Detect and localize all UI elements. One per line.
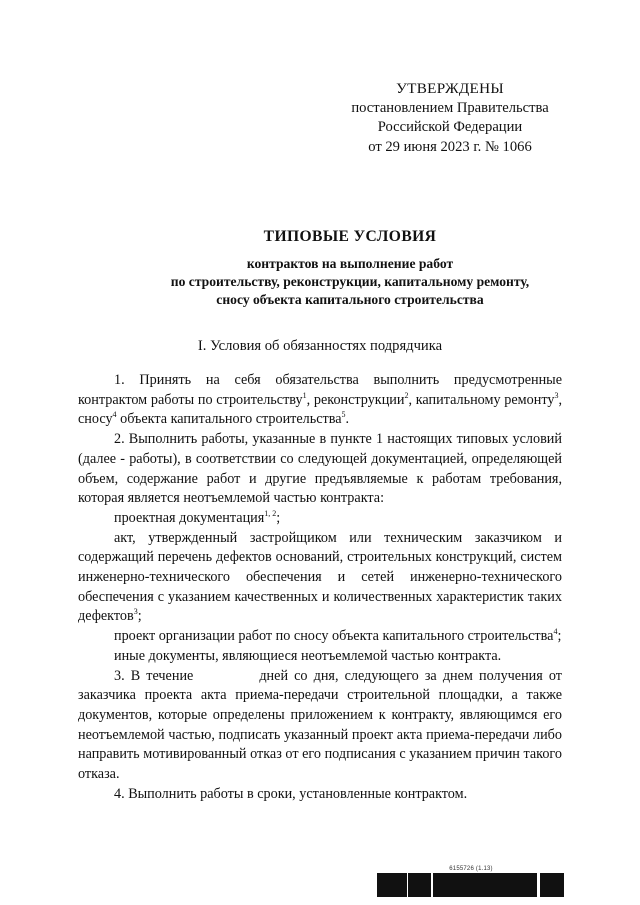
barcode-bar (406, 873, 407, 897)
footnote-ref: 4 (112, 410, 117, 420)
barcode-bar (500, 873, 502, 897)
barcode-bar (416, 873, 418, 897)
title-subtitle (60, 255, 640, 309)
p1-text-c: , капитальному ремонту (408, 391, 555, 408)
barcode-bar (563, 873, 564, 897)
barcode-bar (554, 873, 557, 897)
barcode-bar (540, 873, 541, 897)
document-body (78, 371, 562, 804)
barcode-bar (442, 873, 445, 897)
barcode-bar (404, 873, 406, 897)
footnote-ref: 1, 2 (264, 508, 277, 518)
barcode-bar (484, 873, 486, 897)
barcode-bar (548, 873, 550, 897)
barcode-bar (410, 873, 411, 897)
barcode-bar (429, 873, 431, 897)
barcode-bar (433, 873, 436, 897)
barcode-bar (492, 873, 494, 897)
paragraph-3 (78, 509, 562, 529)
title-sub-line-2: по строительству, реконструкции, капитальному ремонту, (170, 274, 530, 289)
section-title: I. Условия об обязанностях подрядчика (197, 338, 443, 354)
barcode-bar (558, 873, 560, 897)
paragraph-1 (78, 371, 562, 430)
barcode-bar (377, 873, 378, 897)
barcode-bar (483, 873, 484, 897)
barcode-bar (510, 873, 513, 897)
p1-text-d: , сносу (78, 391, 562, 428)
barcode-bar (455, 873, 458, 897)
p1-text-a: 1. Принять на себя обязательства выполнить предусмотренные контрактом работы по строительству (78, 372, 562, 408)
barcode-bar (418, 873, 420, 897)
barcode-bar (440, 873, 442, 897)
barcode-bar (532, 873, 534, 897)
barcode-bar (402, 873, 404, 897)
barcode-bar (543, 873, 544, 897)
barcode-bar (424, 873, 425, 897)
barcode-bar (475, 873, 477, 897)
barcode-bar (529, 873, 532, 897)
barcode-bar (425, 873, 426, 897)
barcode-bar (448, 873, 451, 897)
barcode-bar (460, 873, 462, 897)
approval-line-2: Российской Федерации (377, 119, 523, 135)
barcode-bar (494, 873, 497, 897)
p4-text: акт, утвержденный застройщиком или техническим заказчиком и содержащий перечень дефектов оснований, строительных конструкций, систем инженерно-технического обеспечения и сетей инженерно-технического обеспечения с указанием качественных и количественных характеристик таких дефектов (78, 529, 562, 625)
barcode-bar (519, 873, 522, 897)
p1-text-b: , реконструкции (306, 391, 405, 408)
barcode-bar (393, 873, 394, 897)
footnote-ref: 4 (553, 627, 558, 637)
paragraph-6: иные документы, являющиеся неотъемлемой частью контракта. (114, 647, 502, 664)
barcode-bar (466, 873, 467, 897)
footnote-ref: 2 (404, 390, 409, 400)
barcode-bar (462, 873, 463, 897)
p4-tail: ; (137, 608, 142, 625)
barcode-bar (437, 873, 440, 897)
barcode-bar (413, 873, 416, 897)
p5-text: проект организации работ по сносу объекта капитального строительства (114, 628, 554, 645)
barcode-bar (459, 873, 460, 897)
p1-text-f: . (345, 411, 350, 428)
barcode-code: 6155726 (1.13) (449, 866, 493, 872)
barcode-bar (535, 873, 536, 897)
footnote-ref: 1 (302, 390, 307, 400)
approval-line-3: от 29 июня 2023 г. № 1066 (368, 138, 532, 155)
barcode-bar (451, 873, 453, 897)
barcode-bar (445, 873, 448, 897)
barcode-bar (502, 873, 505, 897)
barcode-bar (473, 873, 474, 897)
barcode-bar (523, 873, 526, 897)
approval-line-1: постановлением Правительства (351, 99, 549, 116)
barcode-bar (560, 873, 563, 897)
barcode-bar (515, 873, 518, 897)
footnote-ref: 5 (341, 410, 346, 420)
barcode-bar (505, 873, 507, 897)
p7-text-a: 3. В течение (114, 667, 194, 684)
barcode-bar (408, 873, 410, 897)
barcode-bar (474, 873, 475, 897)
barcode-bar (507, 873, 510, 897)
barcode-bar (411, 873, 413, 897)
barcode-bar (526, 873, 527, 897)
paragraph-4 (78, 529, 562, 628)
barcode-bar (420, 873, 423, 897)
p5-tail: ; (557, 628, 562, 645)
barcode-bar (534, 873, 535, 897)
barcode-bar (381, 873, 384, 897)
barcode-bar (486, 873, 488, 897)
barcode-bar (423, 873, 424, 897)
footer-barcode-block (376, 866, 566, 897)
footnote-ref: 3 (554, 390, 559, 400)
barcode-bar (497, 873, 500, 897)
barcode-bar (491, 873, 492, 897)
barcode-bar (400, 873, 401, 897)
barcode-bar (541, 873, 543, 897)
barcode-bar (513, 873, 515, 897)
barcode-bar (453, 873, 455, 897)
barcode-bar (482, 873, 483, 897)
title-sub-line-3: сносу объекта капитального строительства (216, 292, 484, 307)
barcode-bar (436, 873, 437, 897)
barcode-bar (477, 873, 479, 897)
barcode-bar (390, 873, 393, 897)
barcode-bar (536, 873, 537, 897)
barcode-bar (527, 873, 529, 897)
document-title (60, 227, 640, 309)
p1-text-e: объекта капитального строительства (116, 411, 342, 428)
barcode-bar (518, 873, 519, 897)
approval-stamp (330, 79, 570, 157)
barcode-bar (481, 873, 482, 897)
barcode-bar (470, 873, 473, 897)
title-main: ТИПОВЫЕ УСЛОВИЯ (263, 228, 437, 245)
approval-heading: УТВЕРЖДЕНЫ (396, 80, 504, 97)
barcode-bar (380, 873, 381, 897)
barcode-bar (387, 873, 390, 897)
barcode-bar (397, 873, 400, 897)
barcode-bar (426, 873, 428, 897)
barcode-bar (384, 873, 387, 897)
p3-tail: ; (276, 509, 281, 526)
barcode-bar (401, 873, 402, 897)
barcode-bar (488, 873, 491, 897)
p7-text-b: дней со дня, следующего за днем получения от заказчика проекта акта приема-передачи строительной площадки, а также документов, которые определены приложением к контракту, являющимся его неотъемлемой частью, подписать указанный проект акта приема-передачи либо направить мотивированный отказ от его подписания с указанием причин такого отказа. (78, 667, 562, 783)
paragraph-8: 4. Выполнить работы в сроки, установленные контрактом. (114, 785, 468, 802)
barcode-bar (428, 873, 429, 897)
barcode-bar (458, 873, 459, 897)
barcode-bar (479, 873, 481, 897)
barcode-image (376, 873, 566, 897)
paragraph-7 (78, 667, 562, 785)
footnote-ref: 3 (133, 607, 138, 617)
barcode-bar (463, 873, 466, 897)
barcode-bar (545, 873, 546, 897)
barcode-bar (522, 873, 523, 897)
barcode-bar (546, 873, 548, 897)
barcode-bar (553, 873, 554, 897)
barcode-bar (467, 873, 470, 897)
paragraph-5 (78, 627, 562, 647)
barcode-bar (557, 873, 558, 897)
p3-text: проектная документация (114, 509, 265, 526)
title-sub-line-1: контрактов на выполнение работ (246, 256, 454, 271)
paragraph-2: 2. Выполнить работы, указанные в пункте 1 настоящих типовых условий (далее - работы), в соответствии со следующей документацией, определяющей объем, содержание работ и другие предъявляемые к работам требования, которая является неотъемлемой частью контракта: (78, 431, 562, 507)
barcode-bar (544, 873, 545, 897)
barcode-bar (378, 873, 380, 897)
barcode-bar (550, 873, 553, 897)
barcode-bar (394, 873, 397, 897)
